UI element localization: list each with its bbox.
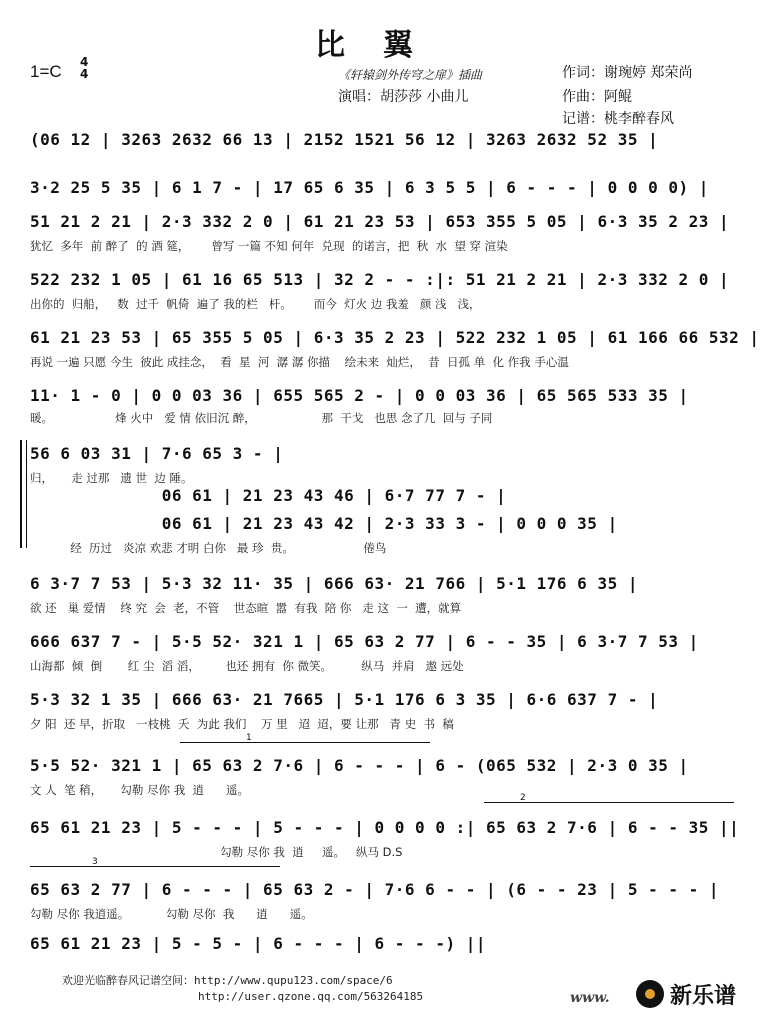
- lyric-row-8: 经 历过 炎凉 欢悲 才明 白你 最 珍 贵。 倦鸟: [30, 541, 387, 555]
- score-row-8-female: 06 61 | 21 23 43 42 | 2·3 33 3 - | 0 0 0 35 |: [30, 514, 618, 533]
- score-row-2: 3·2 25 5 35 | 6 1 7 - | 17 65 6 35 | 6 3 5 5 | 6 - - - | 0 0 0 0) |: [30, 178, 709, 197]
- lyric-row-12: 文 人 笔 稍， 勾勒 尽你 我 逍 遥。: [30, 783, 249, 797]
- lyric-row-5: 再说 一遍 只愿 今生 彼此 成挂念， 看 星 河 潺 潺 你描 绘未来 灿烂， 昔 日孤 单 化 作我 手心温: [30, 355, 569, 369]
- volta-3-line: [30, 866, 280, 867]
- time-signature-bottom: 4: [80, 67, 89, 81]
- score-row-12: 5·5 52· 321 1 | 65 63 2 7·6 | 6 - - - | 6 - (065 532 | 2·3 0 35 |: [30, 756, 689, 775]
- score-row-13: 65 61 21 23 | 5 - - - | 5 - - - | 0 0 0 0 :| 65 63 2 7·6 | 6 - - 35 ||: [30, 818, 740, 837]
- score-row-11: 5·3 32 1 35 | 666 63· 21 7665 | 5·1 176 6 3 35 | 6·6 637 7 - |: [30, 690, 659, 709]
- time-signature: [80, 56, 88, 80]
- lyric-row-7: 归， 走 过那 遗 世 边 陲。: [30, 471, 193, 485]
- footer-line-2: http://user.qzone.qq.com/563264185: [198, 990, 424, 1003]
- transcriber: 记谱：桃李醉春风: [562, 111, 674, 127]
- score-row-14: 65 63 2 77 | 6 - - - | 65 63 2 - | 7·6 6 - - | (6 - - 23 | 5 - - - |: [30, 880, 720, 899]
- score-row-9: 6 3·7 7 53 | 5·3 32 11· 35 | 666 63· 21 766 | 5·1 176 6 35 |: [30, 574, 638, 593]
- lyric-row-3: 犹忆 多年 前 醉了 的 酒 筵， 曾写 一篇 不知 何年 兑现 的诺言，把 秋 水 望 穿 渲染: [30, 239, 508, 253]
- volta-1-line: [180, 742, 430, 743]
- lyric-row-4: 出你的 归船， 数 过千 帆倚 遍了 我的栏 杆。 而今 灯火 边 我羞 颜 浅 浅，: [30, 297, 481, 311]
- site-logo[interactable]: [636, 976, 760, 1012]
- score-row-10: 666 637 7 - | 5·5 52· 321 1 | 65 63 2 77 | 6 - - 35 | 6 3·7 7 53 |: [30, 632, 699, 651]
- song-title: 比翼: [315, 28, 451, 63]
- score-row-5: 61 21 23 53 | 65 355 5 05 | 6·3 35 2 23 | 522 232 1 05 | 61 166 66 532 |: [30, 328, 760, 347]
- score-row-7: 56 6 03 31 | 7·6 65 3 - |: [30, 444, 284, 463]
- footer-line-1: 欢迎光临醉春风记谱空间：http://www.qupu123.com/space/6: [62, 974, 393, 987]
- lyric-row-9: 欲 还 巢 爱情 终 究 会 老，不管 世态暄 嚣 有我 陪 你 走 这 一 遭，就算: [30, 601, 462, 615]
- logo-text: 新乐谱: [670, 983, 737, 1009]
- volta-3-number: 3: [92, 857, 98, 867]
- lyric-row-10: 山海都 倾 倒 红 尘 滔 滔， 也还 拥有 你 微笑。 纵马 并肩 遨 远处: [30, 659, 464, 673]
- volta-1-number: 1: [246, 733, 252, 743]
- score-row-8-male: 06 61 | 21 23 43 46 | 6·7 77 7 - |: [30, 486, 507, 505]
- lyric-row-11: 夕 阳 还 早，折取 一枝桃 夭 为此 我们 万 里 迢 迢，要 让那 青 史 书 稿: [30, 717, 454, 731]
- volta-2-number: 2: [520, 793, 526, 803]
- music-disc-icon: [636, 980, 664, 1008]
- lyric-row-14: 勾勒 尽你 我逍遥。 勾勒 尽你 我 逍 遥。: [30, 907, 313, 921]
- source-note: 《轩辕剑外传穹之扉》插曲: [338, 68, 483, 82]
- lyric-row-6: 暖。 烽 火中 爱 情 依旧沉 醉， 那 干戈 也思 念了几 回与 子同: [30, 411, 493, 425]
- lyricist: 作词：谢琬婷 郑荣尚: [562, 65, 693, 81]
- composer: 作曲：阿鲲: [562, 89, 632, 105]
- score-row-3: 51 21 2 21 | 2·3 332 2 0 | 61 21 23 53 | 653 355 5 05 | 6·3 35 2 23 |: [30, 212, 730, 231]
- score-row-15: 65 61 21 23 | 5 - 5 - | 6 - - - | 6 - - -) ||: [30, 934, 486, 953]
- score-row-4: 522 232 1 05 | 61 16 65 513 | 32 2 - - :|: 51 21 2 21 | 2·3 332 2 0 |: [30, 270, 730, 289]
- score-row-1: (06 12 | 3263 2632 66 13 | 2152 1521 56 12 | 3263 2632 52 35 |: [30, 130, 659, 149]
- lyric-row-13: 勾勒 尽你 我 逍 遥。 纵马 D.S: [30, 845, 403, 859]
- singers: 演唱：胡莎莎 小曲儿: [338, 89, 469, 105]
- score-row-6: 11· 1 - 0 | 0 0 03 36 | 655 565 2 - | 0 0 03 36 | 65 565 533 35 |: [30, 386, 689, 405]
- key-signature: 1=C: [30, 62, 62, 81]
- www-mark: www.: [570, 990, 610, 1006]
- time-signature-top: 4: [80, 55, 89, 69]
- system-bracket: [20, 440, 27, 548]
